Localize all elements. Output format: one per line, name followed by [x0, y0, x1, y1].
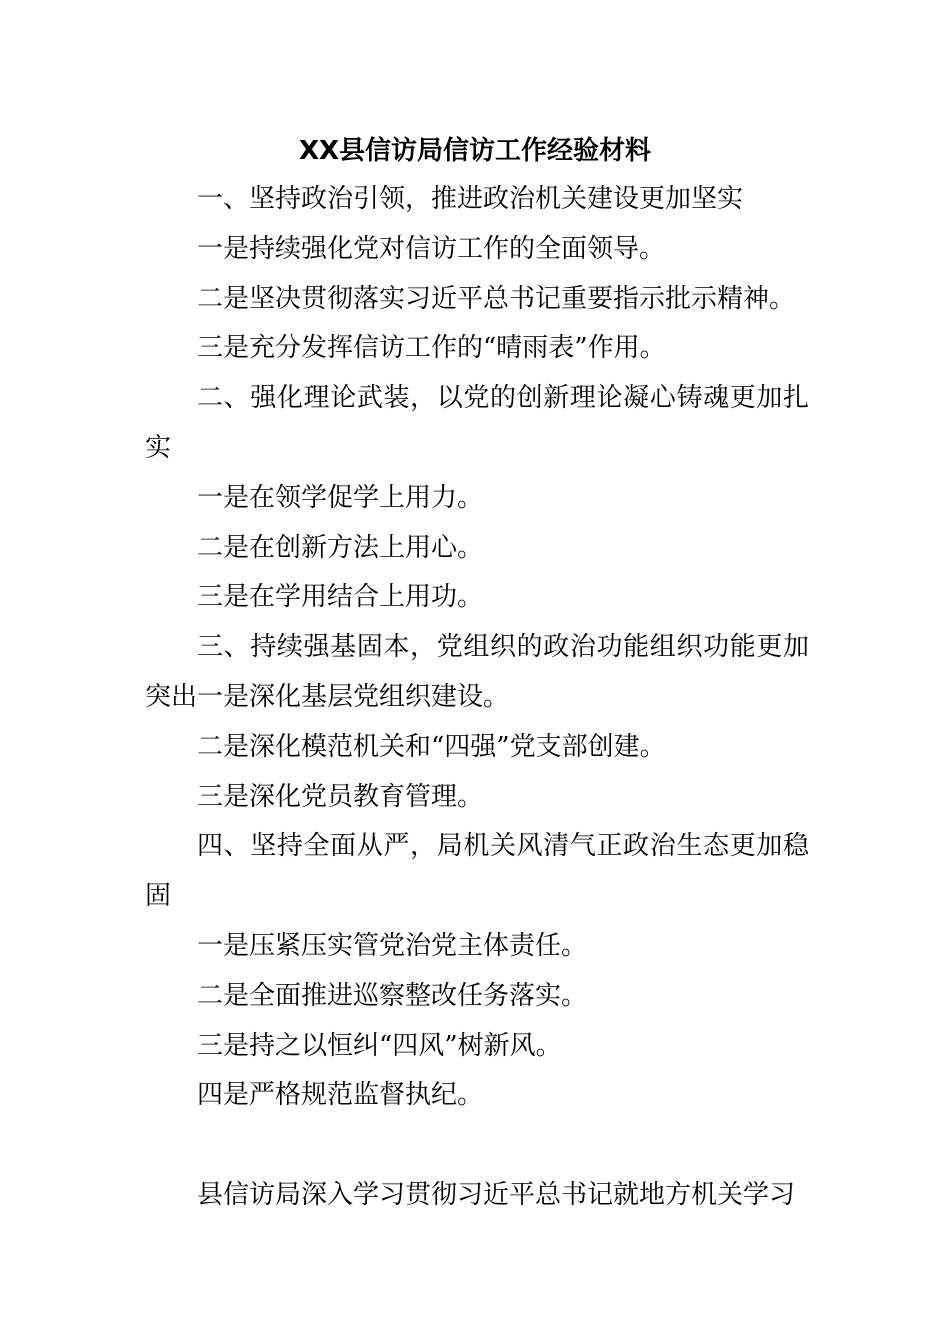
body-paragraph: 二是坚决贯彻落实习近平总书记重要指示批示精神。	[197, 283, 796, 314]
section-heading-2: 二、强化理论武装，以党的创新理论凝心铸魂更加扎实	[145, 383, 809, 463]
document-title: XX县信访局信访工作经验材料	[298, 136, 652, 166]
body-paragraph: 二是在创新方法上用心。	[197, 532, 484, 563]
body-paragraph: 一是持续强化党对信访工作的全面领导。	[197, 233, 666, 264]
blank-line	[145, 1121, 809, 1171]
body-paragraph: 县信访局深入学习贯彻习近平总书记就地方机关学习	[197, 1179, 796, 1210]
body-paragraph: 三是深化党员教育管理。	[197, 781, 484, 812]
body-paragraph: 四是严格规范监督执纪。	[197, 1080, 484, 1111]
section-heading-3: 三、持续强基固本，党组织的政治功能组织功能更加突出一是深化基层党组织建设。	[145, 632, 809, 712]
body-paragraph: 三是充分发挥信访工作的“晴雨表”作用。	[197, 333, 666, 364]
body-paragraph: 二是深化模范机关和“四强”党支部创建。	[197, 731, 666, 762]
body-paragraph: 三是持之以恒纠“四风”树新风。	[197, 1030, 562, 1061]
body-paragraph: 三是在学用结合上用功。	[197, 582, 484, 613]
body-paragraph: 二是全面推进巡察整改任务落实。	[197, 980, 588, 1011]
section-heading-1: 一、坚持政治引领，推进政治机关建设更加坚实	[197, 184, 744, 214]
body-paragraph: 一是压紧压实管党治党主体责任。	[197, 930, 588, 961]
body-paragraph: 一是在领学促学上用力。	[197, 482, 484, 513]
section-heading-4: 四、坚持全面从严，局机关风清气正政治生态更加稳固	[145, 831, 809, 912]
document-body	[145, 175, 809, 1221]
